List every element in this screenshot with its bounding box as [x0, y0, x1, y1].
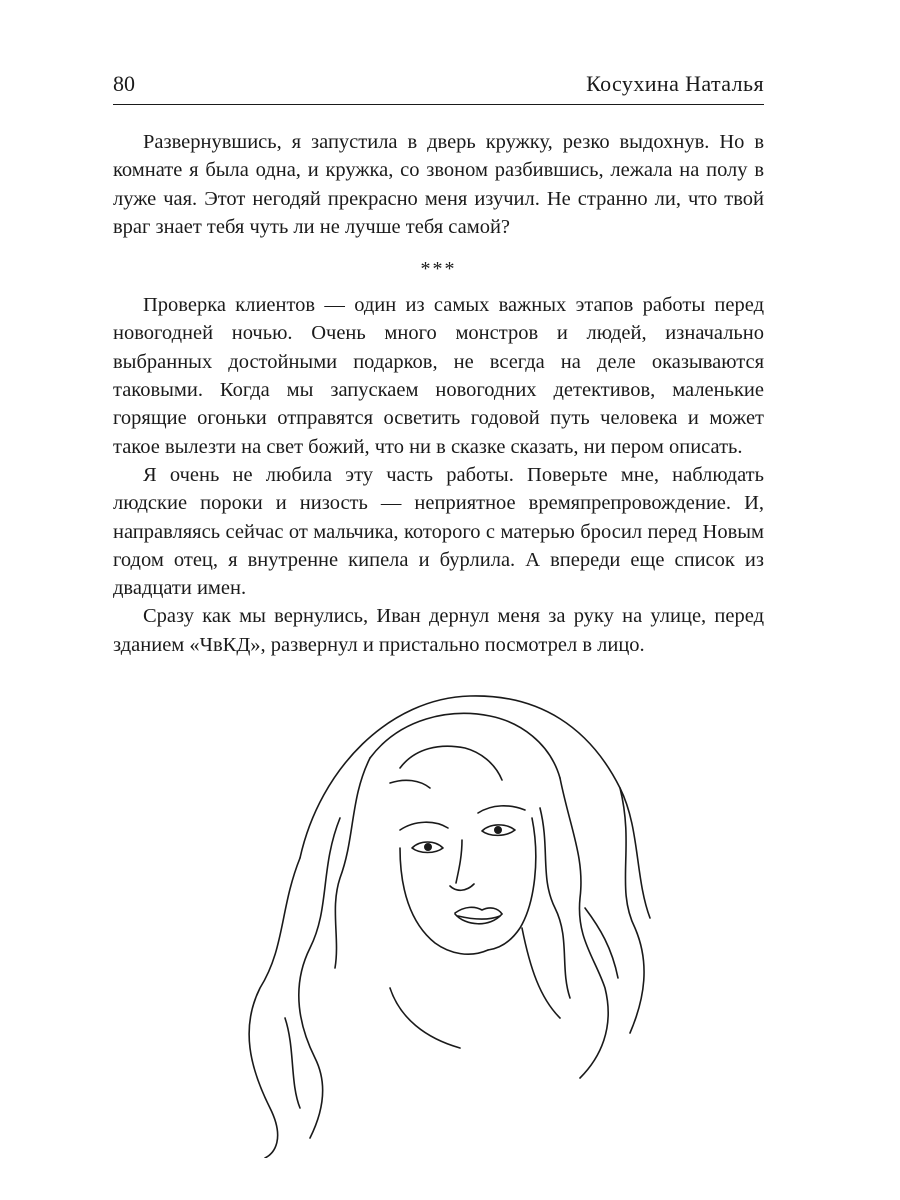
section-separator: ***: [420, 258, 457, 281]
running-head-author: Косухина Наталья: [586, 71, 764, 96]
upper-lip: [455, 907, 502, 914]
paragraph: Развернувшись, я запустила в дверь кружку, резко выдохнув. Но в комнате я была одна, и кружка, со звоном разбившись, лежала на полу в луже чая. Этот негодяй прекрасно меня изучил. Не странно ли, что твой враг знает тебя чуть ли не лучше тебя самой?: [113, 131, 764, 238]
paragraph: Я очень не любила эту часть работы. Поверьте мне, наблюдать людские пороки и низость — неприятное времяпрепровождение. И, направляясь сейчас от мальчика, которого с матерью бросил перед Новым годом отец, я внутренне кипела и бурлила. А впереди еще список из двадцати имен.: [113, 463, 764, 600]
hair-right-strand: [540, 808, 570, 998]
hair-left-wave-1: [249, 858, 300, 1158]
hair-fringe: [400, 746, 502, 780]
face-right-contour: [488, 818, 536, 950]
lip-line: [458, 916, 500, 919]
left-pupil: [425, 844, 431, 850]
paragraph: Проверка клиентов — один из самых важных этапов работы перед новогодней ночью. Очень много монстров и людей, изначально выбранных достойными подарков, не всегда на деле оказываются таковыми. Когда мы запускаем новогодних детективов, маленькие горящие огоньки отправятся осветить годовой путь человека и может такое вылезти на свет божий, что ни в сказке сказать, ни пером описать.: [113, 294, 764, 458]
hair-left-wave-3: [335, 758, 370, 968]
hair-fringe-2: [390, 780, 430, 788]
hair-outline-top: [300, 696, 650, 918]
neck-line: [522, 928, 560, 1018]
body-text: [113, 128, 764, 659]
page-number: 80: [113, 71, 135, 96]
page-header: [113, 64, 764, 104]
woman-portrait-line-drawing-icon: [240, 688, 690, 1158]
right-pupil: [495, 827, 501, 833]
hair-right-wave-1: [560, 778, 608, 1078]
hair-left-strand: [285, 1018, 300, 1108]
paragraph: Сразу как мы вернулись, Иван дернул меня за руку на улице, перед зданием «ЧвКД», развернул и пристально посмотрел в лицо.: [113, 605, 764, 656]
hair-inner-left: [370, 713, 560, 778]
nose-tip: [450, 884, 474, 890]
shoulder-line: [390, 988, 460, 1048]
nose-line: [456, 840, 462, 883]
header-rule: [113, 104, 764, 105]
hair-left-wave-2: [299, 818, 340, 1138]
right-eyebrow: [478, 806, 525, 813]
left-eyebrow: [400, 822, 448, 830]
face-left-contour: [400, 848, 488, 954]
hair-right-wave-3: [585, 908, 618, 978]
